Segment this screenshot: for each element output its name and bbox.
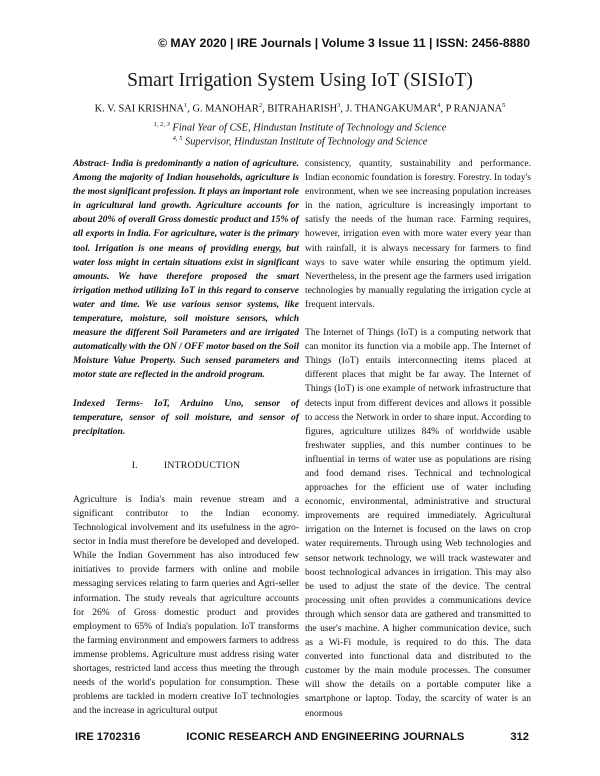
paper-title: Smart Irrigation System Using IoT (SISIoT) (127, 70, 473, 91)
author-name: K. V. SAI KRISHNA (94, 103, 184, 115)
affiliation-text: Final Year of CSE, Hindustan Institute of Technology and Science (172, 122, 447, 134)
journal-header: © MAY 2020 | IRE Journals | Volume 3 Issue 11 | ISSN: 2456-8880 (158, 36, 530, 50)
journal-name: ICONIC RESEARCH AND ENGINEERING JOURNALS (186, 731, 465, 743)
affiliation-line (0, 121, 600, 133)
body-paragraph: consistency, quantity, sustainability and performance. Indian economic foundation is forestry. Forestry. In today's environment, when we see increasing population increases in the nation, agriculture is increasingly important to satisfy the needs of the human race. Farming requires, however, irrigation even with more water every year than with rainfall, it is always necessary for farmers to find ways to save water while ensuring the optimum yield. Nevertheless, in the present age the farmers used irrigation technologies by manually regulating the irrigation cycle at frequent intervals. (305, 158, 531, 310)
abstract: Abstract- India is predominantly a nation of agriculture. Among the majority of Indian households, agriculture is the most significant profession. It plays an important role in agricultural land growth. Agriculture accounts for about 20% of overall Gross domestic product and 15% of all exports in India. For agriculture, water is the primary tool. Irrigation is one means of providing energy, but water loss might in certain situations exist in significant amounts. We have therefore proposed the smart irrigation method utilizing IoT in this regard to conserve water and time. We use various sensor systems, like temperature, moisture, soil moisture sensors, which measure the different Soil Parameters and are irrigated automatically with the ON / OFF motor based on the Soil Moisture Value Property. Such sensed parameters and motor state are reflected in the android program. (73, 158, 299, 381)
author-sup: 5 (502, 102, 506, 109)
body-paragraph: The Internet of Things (IoT) is a computing network that can monitor its function via a mobile app. The Internet of Things (IoT) entails interconnecting items placed at different places that might be far away. The Internet of Things (IoT) is one example of network infrastructure that detects input from different devices and allows it possible to access the Network in order to share input. According to figures, agriculture utilizes 84% of worldwide usable freshwater supplies, and this number continues to be influential in terms of water use as populations are rising and food demand rises. Technical and technological approaches for the efficient use of water including economic, environmental, administrative and structural improvements are required immediately. Agricultural irrigation on the Internet is focused on the laws on crop water requirements. Through using Web technologies and sensor network technology, we will track wastewater and boost technological advances in irrigation. This may also be used to adjust the state of the device. The central processing unit often provides a communications device through which sensor data are gathered and transmitted to the user's machine. A higher communication device, such as a Wi-Fi module, is required to do this. The data converted into functional data and distributed to the customer by the main module processes. The consumer will show the details on a portable computer like a smartphone or laptop. Today, the scarcity of water is an enormous (305, 327, 531, 719)
author-list: K. V. SAI KRISHNA$^1$, G. MANOHAR$^2$, BITRAHARISH$^3$, J. THANGAKUMAR$^4$, P RANJANA$^5$ (94, 102, 506, 115)
section-number: I. (131, 459, 138, 471)
affiliation-line (0, 135, 600, 147)
section-title: INTRODUCTION (163, 459, 241, 471)
author-name: J. THANGAKUMAR (345, 103, 438, 115)
page-footer (75, 731, 529, 743)
affiliation-sup: 1, 2, 3 (153, 121, 170, 128)
author-name: BITRAHARISH (267, 103, 338, 115)
author-name: G. MANOHAR (192, 103, 259, 115)
paper-id: IRE 1702316 (75, 731, 141, 743)
affiliation-sup: 4, 5 (172, 135, 183, 142)
affiliation-text: Supervisor, Hindustan Institute of Technology and Science (185, 136, 428, 148)
index-terms: Indexed Terms- IoT, Arduino Uno, sensor of temperature, sensor of soil moisture, and sensor of precipitation. (73, 397, 299, 437)
intro-paragraph: Agriculture is India's main revenue stream and a significant contributor to the Indian economy. Technological involvement and its usefulness in the agro-sector in India must therefore be developed and developed. While the Indian Government has also introduced few initiatives to provide farmers with online and mobile messaging services relating to farm queries and Agri-seller information. The study reveals that agriculture accounts for 26% of Gross domestic product and provides employment to 65% of India's population. IoT transforms the farming environment and empowers farmers to address immense problems. Agriculture must address rising water shortages, restricted land access thus meeting the through needs of the world's population for consumption. These problems are tackled in modern creative IoT technologies and the increase in agricultural output (73, 493, 299, 717)
author-sup: 2 (258, 102, 263, 109)
author-sup: 3 (337, 102, 341, 109)
left-column (73, 157, 299, 718)
section-heading (73, 459, 299, 473)
page-number: 312 (510, 731, 529, 743)
author-sup: 4 (437, 102, 441, 109)
author-name: P RANJANA (445, 103, 503, 115)
right-column (305, 157, 531, 721)
author-sup: 1 (184, 102, 188, 109)
